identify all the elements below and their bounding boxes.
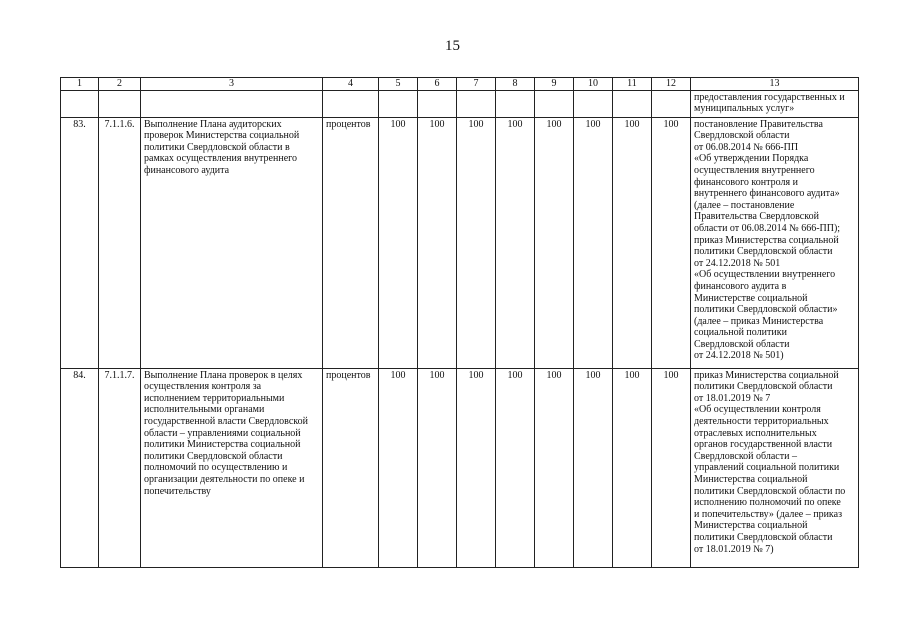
column-header: 6 (418, 78, 457, 91)
column-header: 10 (574, 78, 613, 91)
row-value: 100 (457, 117, 496, 368)
row-value: 100 (418, 117, 457, 368)
column-header: 3 (141, 78, 323, 91)
column-header: 2 (99, 78, 141, 91)
column-header: 8 (496, 78, 535, 91)
column-header: 5 (379, 78, 418, 91)
column-header: 13 (691, 78, 859, 91)
row-value: 100 (379, 117, 418, 368)
row-unit: процентов (323, 368, 379, 567)
row-description: Выполнение Плана аудиторских проверок Министерства социальной политики Свердловской области в рамках осуществления внутреннего финансового аудита (141, 117, 323, 368)
row-value: 100 (418, 368, 457, 567)
continuation-row (61, 90, 859, 117)
row-value: 100 (379, 368, 418, 567)
row-code: 7.1.1.7. (99, 368, 141, 567)
row-value: 100 (652, 368, 691, 567)
column-number-row (61, 78, 859, 91)
row-value: 100 (652, 117, 691, 368)
row-value: 100 (574, 368, 613, 567)
column-header: 12 (652, 78, 691, 91)
row-value: 100 (535, 117, 574, 368)
row-value: 100 (574, 117, 613, 368)
row-code: 7.1.1.6. (99, 117, 141, 368)
row-index: 84. (61, 368, 99, 567)
row-description: Выполнение Плана проверок в целях осуществления контроля за исполнением территориальными исполнительными органами государственной власти Свердловской области – управлениями социальной политики Министерства социальной политики Свердловской области полномочий по осуществлению и организации деятельности по опеке и попечительству (141, 368, 323, 567)
column-header: 1 (61, 78, 99, 91)
column-header: 7 (457, 78, 496, 91)
row-value: 100 (535, 368, 574, 567)
column-header: 4 (323, 78, 379, 91)
column-header: 9 (535, 78, 574, 91)
row-value: 100 (613, 368, 652, 567)
row-basis: приказ Министерства социальной политики Свердловской области от 18.01.2019 № 7 «Об осуществлении контроля деятельности территориальных отраслевых исполнительных органов государственной власти Свердловской области – управлений социальной политики Министерства социальной политики Свердловской области по исполнению полномочий по опеке и попечительству» (далее – приказ Министерства социальной политики Свердловской области от 18.01.2019 № 7) (691, 368, 859, 567)
row-value: 100 (496, 368, 535, 567)
row-value: 100 (613, 117, 652, 368)
row-value: 100 (457, 368, 496, 567)
row-index: 83. (61, 117, 99, 368)
table-row (61, 368, 859, 567)
row-basis: постановление Правительства Свердловской области от 06.08.2014 № 666-ПП «Об утверждении Порядка осуществления внутреннего финансового контроля и внутреннего финансового аудита» (далее – постановление Правительства Свердловской области от 06.08.2014 № 666-ПП); приказ Министерства социальной политики Свердловской области от 24.12.2018 № 501 «Об осуществлении внутреннего финансового аудита в Министерстве социальной политики Свердловской области» (далее – приказ Министерства социальной политики Свердловской области от 24.12.2018 № 501) (691, 117, 859, 368)
page-number: 15 (445, 38, 460, 54)
continuation-basis-cell: предоставления государственных и муниципальных услуг» (691, 90, 859, 117)
table-row (61, 117, 859, 368)
row-unit: процентов (323, 117, 379, 368)
row-value: 100 (496, 117, 535, 368)
column-header: 11 (613, 78, 652, 91)
indicators-table (60, 77, 859, 568)
